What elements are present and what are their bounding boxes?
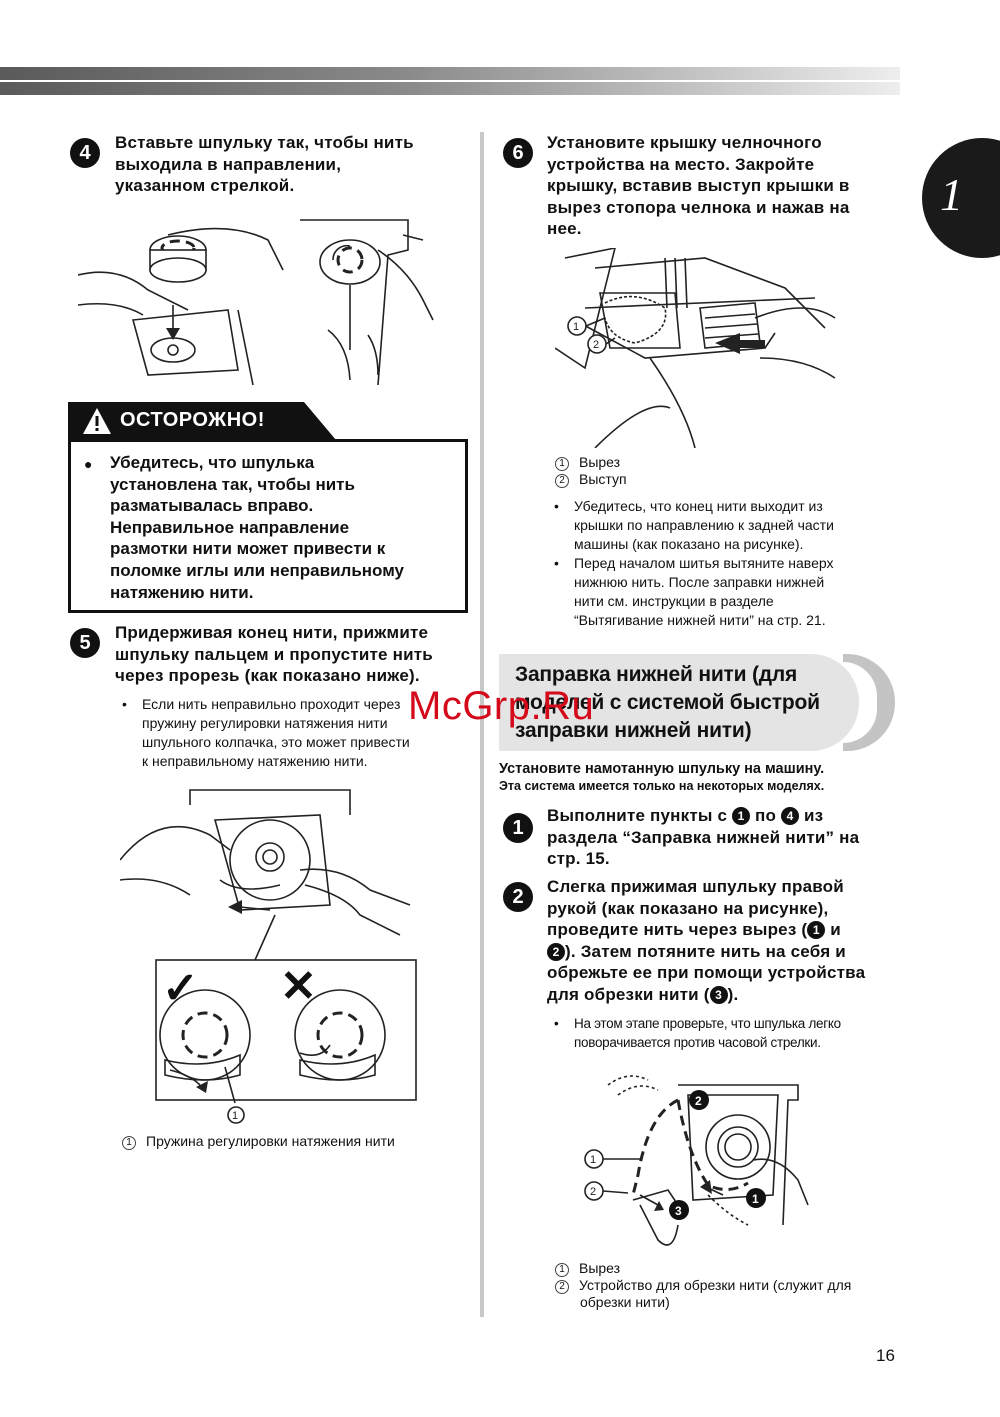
caption-number: 1	[555, 1263, 569, 1277]
caption-number: 2	[555, 1280, 569, 1294]
caution-line: Убедитесь, что шпулька	[110, 453, 315, 472]
step-2-number: 2	[503, 882, 533, 912]
caption-text: Вырез	[579, 454, 621, 470]
step-1-title	[547, 805, 897, 870]
watermark: McGrp.Ru	[408, 684, 595, 728]
caution-line: установлена так, чтобы нить	[110, 474, 355, 494]
step-1-title-line: стр. 15.	[547, 849, 610, 869]
bullet-dot: •	[554, 1016, 559, 1031]
bullet-line: нити см. инструкции в разделе	[574, 593, 774, 609]
caption-text: Вырез	[579, 1260, 621, 1276]
step-2-title-text: для обрезки нити (	[547, 984, 710, 1004]
step-badge-1: 1	[752, 1192, 759, 1206]
caption-number: 2	[555, 474, 569, 488]
caution-title: ОСТОРОЖНО!	[120, 409, 265, 431]
callout-2: 2	[590, 1186, 597, 1198]
bullet-line: “Вытягивание нижней нити” на стр. 21.	[574, 612, 826, 628]
cover-close-illustration	[555, 248, 845, 448]
section-intro: Установите намотанную шпульку на машину.	[499, 761, 825, 777]
step-5-number: 5	[70, 628, 100, 658]
step-4-title	[115, 132, 470, 197]
caption-number: 1	[555, 457, 569, 471]
step-2-title-text: проведите нить через вырез (	[547, 920, 808, 940]
bobbin-insert-illustration	[78, 210, 438, 390]
incorrect-cross-icon: ✕	[280, 962, 317, 1011]
step-2-title-line	[547, 984, 907, 1006]
bullet-line: нижнюю нить. После заправки нижней	[574, 574, 825, 590]
caption-text: Выступ	[579, 471, 627, 487]
step-5-title-line: через прорезь (как показано ниже).	[115, 666, 420, 686]
step-5-title	[115, 622, 475, 687]
caption-text: обрезки нити)	[580, 1294, 670, 1310]
caution-bullet-icon: ●	[84, 456, 93, 472]
step-2-title-line: рукой (как показано на рисунке),	[547, 898, 829, 918]
bullet-line: Убедитесь, что конец нити выходит из	[574, 498, 823, 514]
step-2-title	[547, 876, 907, 1006]
section-title-line: заправки нижней нити)	[515, 719, 752, 742]
bullet-line: машины (как показано на рисунке).	[574, 536, 804, 552]
step-6-title-line: крышку, вставив выступ крышки в	[547, 176, 850, 196]
section-title-line: моделей с системой быстрой	[515, 691, 820, 714]
step-2-title-line	[547, 919, 907, 941]
step-6-title-line: устройства на место. Закройте	[547, 154, 815, 174]
step-ref-badge: 2	[547, 943, 565, 961]
bullet-line: На этом этапе проверьте, что шпулька легко	[574, 1016, 841, 1031]
bullet-line: Перед началом шитья вытяните наверх	[574, 555, 834, 571]
page-number: 16	[876, 1346, 895, 1365]
step-5-title-line: Придерживая конец нити, прижмите	[115, 623, 429, 642]
caution-line: размотки нити может привести к	[110, 539, 386, 559]
step-6-bullet-1	[554, 497, 894, 554]
step-6-bullet-2	[554, 554, 894, 630]
chapter-number: 1	[940, 169, 963, 220]
step-2-caption-2	[555, 1277, 895, 1311]
section-title-line: Заправка нижней нити (для	[515, 663, 798, 686]
bullet-dot: •	[122, 696, 127, 712]
step-ref-badge: 1	[732, 807, 750, 825]
caption-text: Пружина регулировки натяжения нити	[146, 1133, 395, 1149]
left-figure-caption	[122, 1133, 395, 1150]
bullet-line: крышки по направлению к задней части	[574, 517, 834, 533]
step-4-title-line: выходила в направлении,	[115, 154, 342, 174]
step-ref-badge: 4	[781, 807, 799, 825]
caution-line: натяжению нити.	[110, 582, 254, 602]
step-1-number: 1	[503, 813, 533, 843]
bullet-dot: •	[554, 555, 559, 571]
callout-1: 1	[573, 321, 580, 333]
step-4-title-line: указанном стрелкой.	[115, 176, 295, 196]
step-6-caption-2	[555, 471, 627, 488]
bullet-line: пружину регулировки натяжения нити	[142, 715, 388, 731]
step-2-title-text: и	[825, 920, 841, 940]
step-4-title-line: Вставьте шпульку так, чтобы нить	[115, 133, 414, 152]
step-2-title-line: Слегка прижимая шпульку правой	[547, 877, 844, 896]
caption-number: 1	[122, 1136, 136, 1150]
step-ref-badge: 1	[807, 921, 825, 939]
step-ref-badge: 3	[710, 986, 728, 1004]
step-5-title-line: шпульку пальцем и пропустите нить	[115, 644, 433, 664]
step-2-title-line	[547, 941, 907, 963]
step-2-bullet	[554, 1014, 904, 1052]
bullet-dot: •	[554, 498, 559, 514]
bullet-line: поворачивается против часовой стрелки.	[574, 1035, 821, 1050]
step-badge-2: 2	[695, 1094, 702, 1108]
caution-line: разматывалась вправо.	[110, 496, 314, 516]
step-6-number: 6	[503, 138, 533, 168]
callout-1: 1	[590, 1154, 597, 1166]
step-1-title-line: раздела “Заправка нижней нити” на	[547, 827, 860, 847]
step-1-title-text: по	[755, 806, 777, 825]
step-badge-3: 3	[675, 1204, 682, 1218]
step-4-number: 4	[70, 138, 100, 168]
thread-slot-illustration	[120, 785, 420, 1130]
callout-2: 2	[593, 339, 600, 351]
bullet-line: шпульного колпачка, это может привести	[142, 734, 410, 750]
step-2-title-line: обрежьте ее при помощи устройства	[547, 963, 866, 983]
step-6-title	[547, 132, 897, 240]
step-6-caption-1	[555, 454, 620, 471]
caution-text	[110, 452, 460, 603]
quick-bobbin-illustration	[578, 1065, 810, 1255]
step-6-title-line: нее.	[547, 219, 582, 239]
step-1-title-text: Выполните пункты с	[547, 806, 728, 825]
step-1-title-text: из	[803, 806, 824, 825]
step-2-title-text: ). Затем потяните нить на себя и	[565, 941, 846, 961]
bullet-line: к неправильному натяжению нити.	[142, 753, 368, 769]
callout-1: 1	[232, 1110, 239, 1122]
correct-check-icon: ✓	[162, 964, 199, 1013]
caution-line: Неправильное направление	[110, 517, 350, 537]
bullet-line: Если нить неправильно проходит через	[142, 696, 401, 712]
warning-icon	[82, 406, 112, 436]
section-note: Эта система имеется только на некоторых моделях.	[499, 779, 825, 793]
step-1-title-line	[547, 805, 897, 827]
step-2-title-text: ).	[727, 984, 739, 1004]
header-gradient-bar	[0, 67, 900, 95]
step-6-title-line: Установите крышку челночного	[547, 133, 822, 152]
step-2-caption-1	[555, 1260, 620, 1277]
caption-text: Устройство для обрезки нити (служит для	[579, 1277, 852, 1293]
caution-line: поломке иглы или неправильному	[110, 560, 405, 580]
step-6-title-line: вырез стопора челнока и нажав на	[547, 197, 850, 217]
